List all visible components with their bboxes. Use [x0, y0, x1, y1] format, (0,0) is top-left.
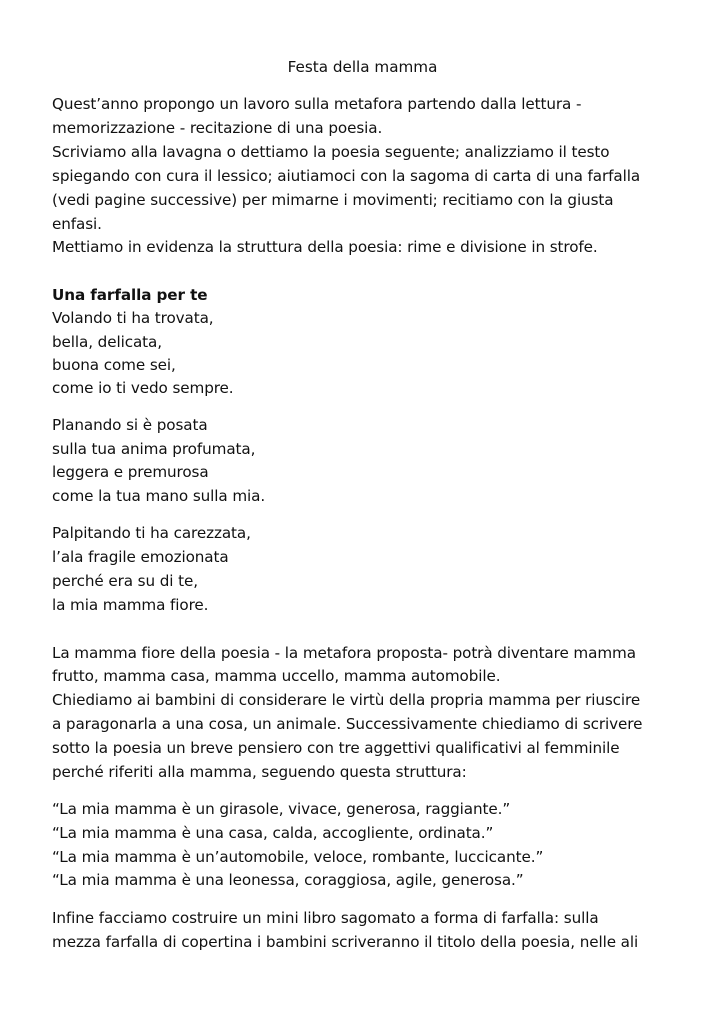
poem-line: leggera e premurosa	[52, 463, 209, 481]
explanation-line: frutto, mamma casa, mamma uccello, mamma automobile.	[52, 667, 501, 685]
intro-line: Quest’anno propongo un lavoro sulla metafora partendo dalla lettura -	[52, 95, 582, 113]
poem-line: buona come sei,	[52, 356, 176, 374]
poem-title: Una farfalla per te	[52, 286, 208, 304]
explanation-line: sotto la poesia un breve pensiero con tre aggettivi qualificativi al femminile	[52, 739, 620, 757]
intro-line: Mettiamo in evidenza la struttura della poesia: rime e divisione in strofe.	[52, 238, 598, 256]
explanation-line: perché riferiti alla mamma, seguendo questa struttura:	[52, 763, 467, 781]
closing-line: Infine facciamo costruire un mini libro sagomato a forma di farfalla: sulla	[52, 909, 599, 927]
poem-line: Volando ti ha trovata,	[52, 309, 214, 327]
example-line: “La mia mamma è un’automobile, veloce, rombante, luccicante.”	[52, 848, 544, 866]
poem-line: bella, delicata,	[52, 333, 162, 351]
intro-line: Scriviamo alla lavagna o dettiamo la poesia seguente; analizziamo il testo	[52, 143, 610, 161]
closing-line: mezza farfalla di copertina i bambini scriveranno il titolo della poesia, nelle ali	[52, 933, 639, 951]
poem-line: Palpitando ti ha carezzata,	[52, 524, 251, 542]
explanation-line: a paragonarla a una cosa, un animale. Successivamente chiediamo di scrivere	[52, 715, 643, 733]
example-line: “La mia mamma è una casa, calda, accogliente, ordinata.”	[52, 824, 494, 842]
poem-line: come la tua mano sulla mia.	[52, 487, 266, 505]
example-line: “La mia mamma è un girasole, vivace, generosa, raggiante.”	[52, 800, 511, 818]
intro-line: enfasi.	[52, 215, 102, 233]
poem-line: Planando si è posata	[52, 416, 208, 434]
example-line: “La mia mamma è una leonessa, coraggiosa, agile, generosa.”	[52, 871, 524, 889]
intro-line: memorizzazione - recitazione di una poesia.	[52, 119, 383, 137]
explanation-line: Chiediamo ai bambini di considerare le virtù della propria mamma per riuscire	[52, 691, 641, 709]
poem-line: l’ala fragile emozionata	[52, 548, 229, 566]
poem-line: sulla tua anima profumata,	[52, 440, 256, 458]
poem-line: perché era su di te,	[52, 572, 198, 590]
page-title: Festa della mamma	[287, 58, 438, 76]
poem-line: come io ti vedo sempre.	[52, 379, 234, 397]
intro-line: spiegando con cura il lessico; aiutiamoci con la sagoma di carta di una farfalla	[52, 167, 641, 185]
poem-line: la mia mamma fiore.	[52, 596, 209, 614]
explanation-line: La mamma fiore della poesia - la metafora proposta- potrà diventare mamma	[52, 644, 636, 662]
intro-line: (vedi pagine successive) per mimarne i movimenti; recitiamo con la giusta	[52, 191, 614, 209]
